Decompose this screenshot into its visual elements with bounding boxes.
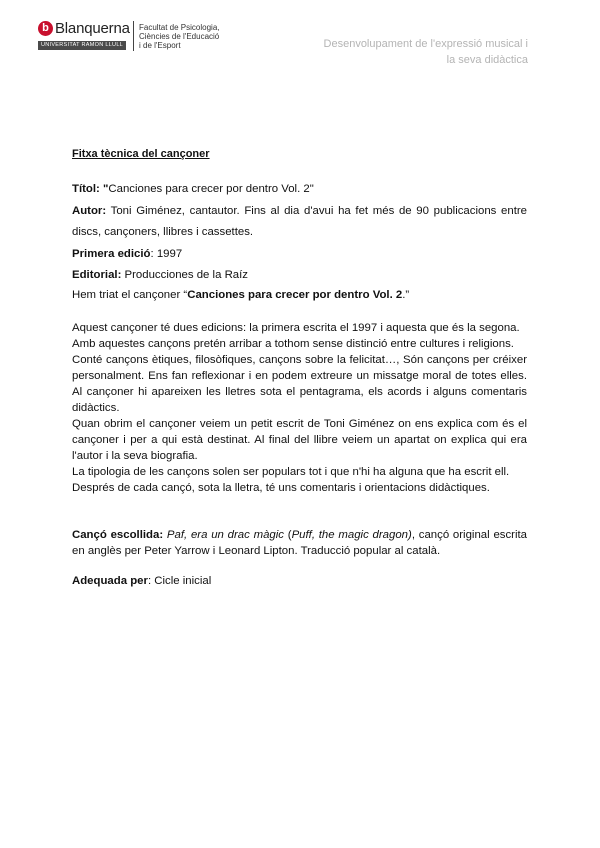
faculty-line: Facultat de Psicologia, <box>139 23 220 32</box>
song-original-title: Puff, the magic dragon) <box>291 528 412 541</box>
header-line: la seva didàctica <box>446 54 528 66</box>
song-label: Cançó escollida: <box>72 528 164 541</box>
faculty-line: Ciències de l'Educació <box>139 32 220 41</box>
chosen-suffix: .” <box>402 288 410 301</box>
header-line: Desenvolupament de l'expressió musical i <box>323 38 528 50</box>
title-value: Canciones para crecer por dentro Vol. 2" <box>108 183 314 195</box>
logo-divider <box>133 21 134 51</box>
paragraph: Quan obrim el cançoner veiem un petit escrit de Toni Giménez on ens explica com és el cançoner i per a qui està destinat. Al final del llibre veiem un apartat on explica qui era l'autor i la seva biografia. <box>72 417 527 462</box>
title-line <box>72 179 527 201</box>
edition-value: : 1997 <box>150 247 183 260</box>
author-label: Autor: <box>72 204 107 217</box>
author-line <box>72 201 527 244</box>
author-value: Toni Giménez, cantautor. Fins al dia d'avui ha fet més de 90 publicacions entre discs, cançoners, llibres i cassettes. <box>72 204 527 238</box>
page-header <box>324 36 528 68</box>
logo-university: UNIVERSITAT RAMON LLULL <box>38 41 126 50</box>
paragraph: Aquest cançoner té dues edicions: la primera escrita el 1997 i aquesta que és la segona. <box>72 321 520 334</box>
paragraph: Amb aquestes cançons pretén arribar a tothom sense distinció entre cultures i religions. <box>72 337 514 350</box>
publisher-value: Producciones de la Raíz <box>121 269 249 281</box>
chosen-songbook <box>72 287 527 303</box>
section-title: Fitxa tècnica del cançoner <box>72 148 210 160</box>
song-title: Paf, era un drac màgic <box>163 528 284 541</box>
song-paren: ( <box>283 528 292 541</box>
chosen-prefix: Hem triat el cançoner “ <box>72 288 188 301</box>
logo-name: Blanquerna <box>55 20 130 37</box>
blanquerna-logo <box>38 20 228 54</box>
suitable-for <box>72 573 527 589</box>
suitable-label: Adequada per <box>72 574 148 587</box>
publisher-line <box>72 265 527 287</box>
song-details: , cançó original escrita en anglès per Peter Yarrow i Leonard Lipton. Traducció popular al català. <box>72 528 527 557</box>
logo-mark-icon: b <box>38 21 53 36</box>
publisher-label: Editorial: <box>72 269 122 281</box>
edition-label: Primera edició <box>72 247 151 260</box>
description <box>72 320 527 496</box>
suitable-value: : Cicle inicial <box>147 574 212 587</box>
paragraph: Conté cançons ètiques, filosòfiques, cançons sobre la felicitat…, Són cançons per créixer personalment. Ens fan reflexionar i en podem extreure un missatge moral de totes elles. Al cançoner hi apareixen les lletres sota el pentagrama, els acords i alguns comentaris didàctics. <box>72 353 527 414</box>
chosen-name: Canciones para crecer por dentro Vol. 2 <box>187 288 403 301</box>
chosen-song <box>72 527 527 559</box>
paragraph: Després de cada cançó, sota la lletra, té uns comentaris i orientacions didàctiques. <box>72 481 490 494</box>
title-label: Títol: " <box>72 183 109 195</box>
faculty-line: i de l'Esport <box>139 41 181 50</box>
technical-sheet <box>72 179 527 287</box>
document-body <box>72 146 527 589</box>
paragraph: La tipologia de les cançons solen ser populars tot i que n'hi ha alguna que ha escrit ell. <box>72 465 510 478</box>
edition-line <box>72 244 527 266</box>
faculty-name <box>139 23 220 50</box>
